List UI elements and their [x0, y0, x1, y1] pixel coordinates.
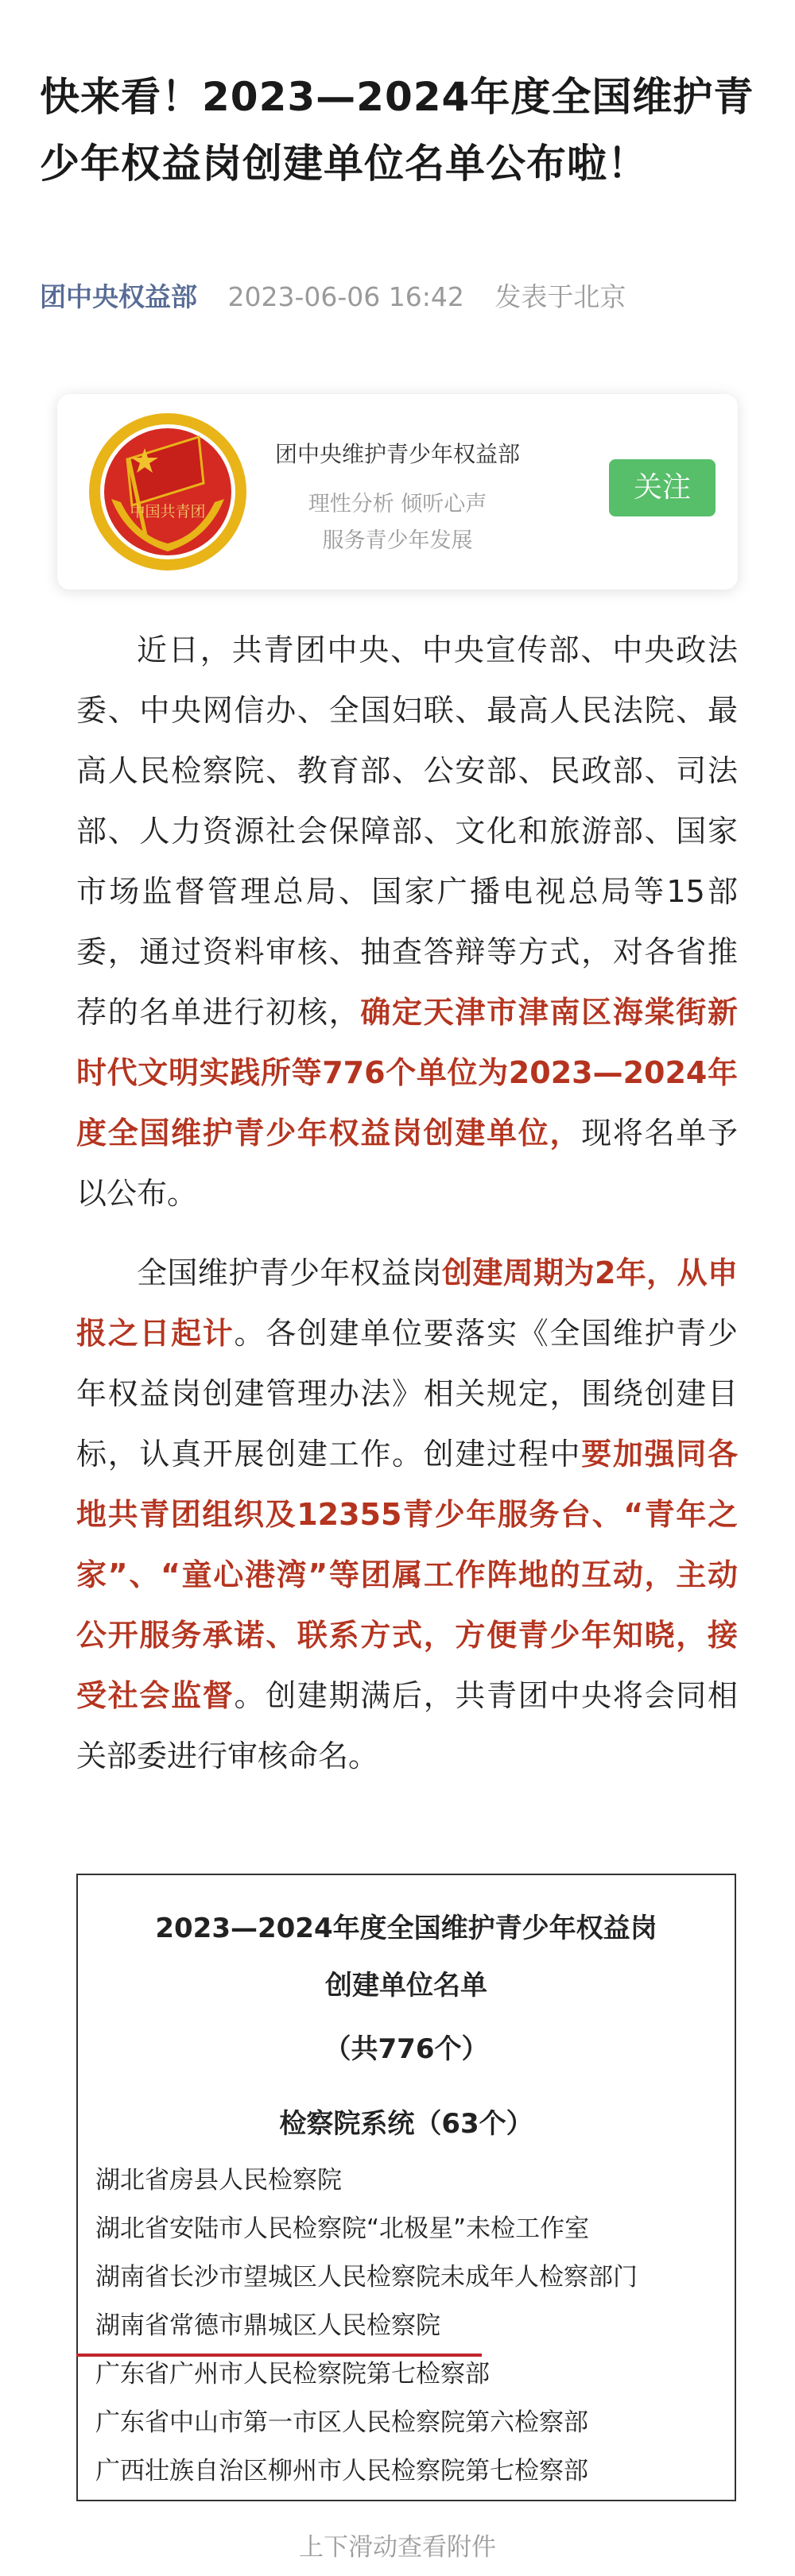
article-title: 快来看！2023—2024年度全国维护青少年权益岗创建单位名单公布啦！ — [40, 74, 754, 187]
author-link[interactable]: 团中央权益部 — [40, 281, 197, 312]
slogan-line: 理性分析 倾听心声 — [308, 492, 487, 516]
logo-text: 中国共青团 — [130, 503, 206, 520]
article-meta — [40, 280, 755, 315]
unit-list — [78, 2156, 735, 2496]
scroll-hint: 上下滑动查看附件 — [299, 2533, 496, 2562]
account-card[interactable] — [57, 394, 738, 590]
list-item: 湖北省房县人民检察院 — [95, 2166, 342, 2195]
highlight-text: 要加强同各地共青团组织及12355青少年服务台、“青年之家”、“童心港湾”等团属工作阵地的互动，主动公开服务承诺、联系方式，方便青少年知晓，接受社会监督 — [76, 1437, 738, 1713]
paragraph-text: 。各创建单位要落实《全国维护青少年权益岗创建管理办法》相关规定，围绕创建目标，认真开展创建工作。创建过程中 — [76, 1316, 738, 1472]
paragraph-requirements — [76, 1243, 738, 1786]
list-item: 湖南省长沙市望城区人民检察院未成年人检察部门 — [95, 2263, 638, 2292]
list-item: 湖北省安陆市人民检察院“北极星”未检工作室 — [95, 2214, 590, 2243]
follow-button[interactable]: 关注 — [609, 459, 716, 516]
paragraph-text: 。创建期满后，共青团中央将会同相关部委进行审核命名。 — [76, 1678, 738, 1773]
list-title: 创建单位名单 — [325, 1970, 487, 2002]
highlight-text: 确定天津市津南区海棠街新时代文明实践所等776个单位为2023—2024年度全国维护青少年权益岗创建单位， — [76, 995, 738, 1151]
list-item: 广东省中山市第一市区人民检察院第六检察部 — [95, 2408, 588, 2437]
highlight-text: 创建周期为2年，从申报之日起计 — [76, 1255, 738, 1351]
account-name: 团中央维护青少年权益部 — [274, 441, 520, 467]
paragraph-announcement — [76, 620, 738, 1224]
list-item: 广东省广州市人民检察院第七检察部 — [95, 2360, 490, 2388]
list-count: （共776个） — [324, 2033, 489, 2065]
paragraph-text: 近日，共青团中央、中央宣传部、中央政法委、中央网信办、全国妇联、最高人民法院、最高人民检察院、教育部、公安部、民政部、司法部、人力资源社会保障部、文化和旅游部、国家市场监督管理总局、国家广播电视总局等15部委，通过资料审核、抽查答辩等方式，对各省推荐的名单进行初核， — [76, 632, 738, 1030]
publish-time: 2023-06-06 16:42 — [227, 281, 464, 312]
red-underline-mark — [76, 2354, 482, 2357]
list-item: 湖南省常德市鼎城区人民检察院 — [95, 2311, 440, 2340]
unit-list-attachment[interactable] — [76, 1874, 736, 2501]
list-section: 检察院系统（63个） — [279, 2108, 533, 2140]
paragraph-text: 全国维护青少年权益岗 — [137, 1255, 442, 1290]
list-item: 广西壮族自治区柳州市人民检察院第七检察部 — [95, 2457, 588, 2485]
list-title: 2023—2024年度全国维护青少年权益岗 — [155, 1913, 657, 1944]
paragraph-text: 现将名单予以公布。 — [76, 1116, 738, 1211]
publish-location: 发表于北京 — [494, 281, 626, 312]
slogan-line: 服务青少年发展 — [322, 528, 473, 553]
